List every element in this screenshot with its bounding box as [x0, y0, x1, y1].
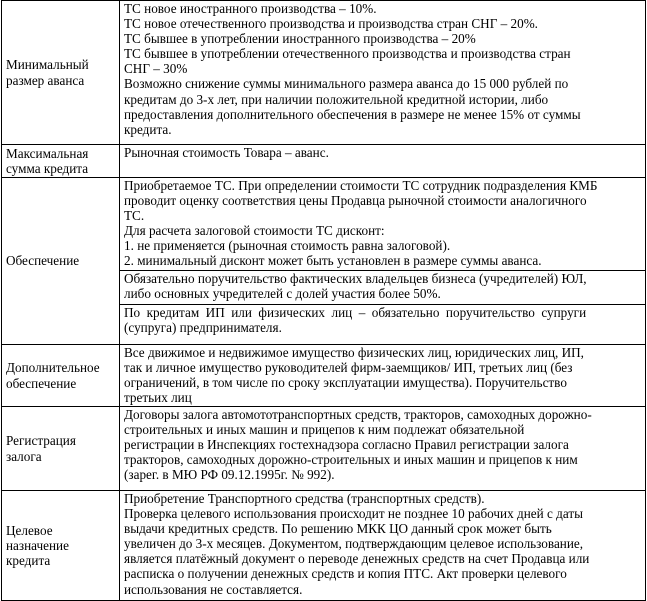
label-purpose: Целевое назначение кредита: [2, 491, 120, 601]
text-line: предоставления дополнительного обеспечения в размере не менее 15% от суммы: [124, 106, 581, 122]
row-additional-collateral: [2, 345, 646, 407]
label-max-credit: Максимальная сумма кредита: [2, 145, 120, 178]
value-min-advance: [120, 1, 646, 145]
text-line: СНГ – 30%: [124, 61, 188, 77]
text-line: Возможно снижение суммы минимального размера аванса до 15 000 рублей по: [124, 76, 569, 92]
row-max-credit: [2, 145, 646, 178]
row-registration: [2, 407, 646, 491]
row-collateral: [2, 178, 646, 345]
text-line: ТС новое отечественного производства и производства стран СНГ – 20%.: [124, 16, 538, 32]
row-purpose: [2, 491, 646, 601]
collateral-block-asset: Приобретаемое ТС. При определении стоимости ТС сотрудник подразделения КМБ проводит оценку соответствия цены Продавца рыночной стоимости аналогичного ТС. Для расчета залоговой стоимости ТС дисконт: 1. не применяется (рыночная стоимость равна залоговой). 2. минимальный дисконт может быть установлен в размере суммы аванса.: [124, 178, 598, 269]
label-additional-collateral: Дополнительное обеспечение: [2, 345, 120, 407]
value-purpose: Приобретение Транспортного средства (транспортных средств). Проверка целевого использования происходит не позднее 10 рабочих дней с даты выдачи кредитных средств. По решению МКК ЦО данный срок может быть увеличен до 3-х месяцев. Документом, подтверждающим целевое использование, является платёжный документ о переводе денежных средств на счет Продавца или расписка о получении денежных средств и копия ПТС. Акт проверки целевого использования не составляется.: [120, 491, 646, 601]
value-registration: Договоры залога автомототранспортных средств, тракторов, самоходных дорожно- строительных и иных машин и прицепов к ним подлежат обязательной регистрации в Инспекциях гостехнадзора согласно Правил регистрации залога тракторов, самоходных дорожно-строительных и иных машин и прицепов к ним (зарег. в МЮ РФ 09.12.1995г. № 992).: [120, 407, 646, 491]
value-collateral: [120, 178, 646, 345]
text-line: ТС бывшее в употреблении отечественного производства и производства стран: [124, 46, 571, 62]
label-min-advance: Минимальный размер аванса: [2, 1, 120, 145]
value-max-credit: Рыночная стоимость Товара – аванс.: [120, 145, 646, 178]
text-line: кредита.: [124, 121, 172, 137]
label-collateral: Обеспечение: [2, 178, 120, 345]
row-min-advance: [2, 1, 646, 145]
text-line: ТС новое иностранного производства – 10%.: [124, 1, 377, 16]
text-line: кредитам до 3-х лет, при наличии положительной кредитной истории, либо: [124, 91, 549, 107]
label-registration: Регистрация залога: [2, 407, 120, 491]
credit-terms-table: [1, 0, 646, 601]
value-additional-collateral: Все движимое и недвижимое имущество физических лиц, юридических лиц, ИП, так и личное имущество руководителей фирм-заемщиков/ ИП, третьих лиц (без ограничений, в том числе по сроку эксплуатации имущества). Поручительство третьих лиц: [120, 345, 646, 407]
text-line: ТС бывшее в употреблении иностранного производства – 20%: [124, 31, 476, 47]
collateral-block-guarantee-spouse: По кредитам ИП или физических лиц – обязательно поручительство супруги (супруга) предпринимателя.: [120, 304, 645, 335]
collateral-block-guarantee-owners: Обязательно поручительство фактических владельцев бизнеса (учредителей) ЮЛ, либо основных учредителей с долей участия более 50%.: [120, 270, 645, 304]
